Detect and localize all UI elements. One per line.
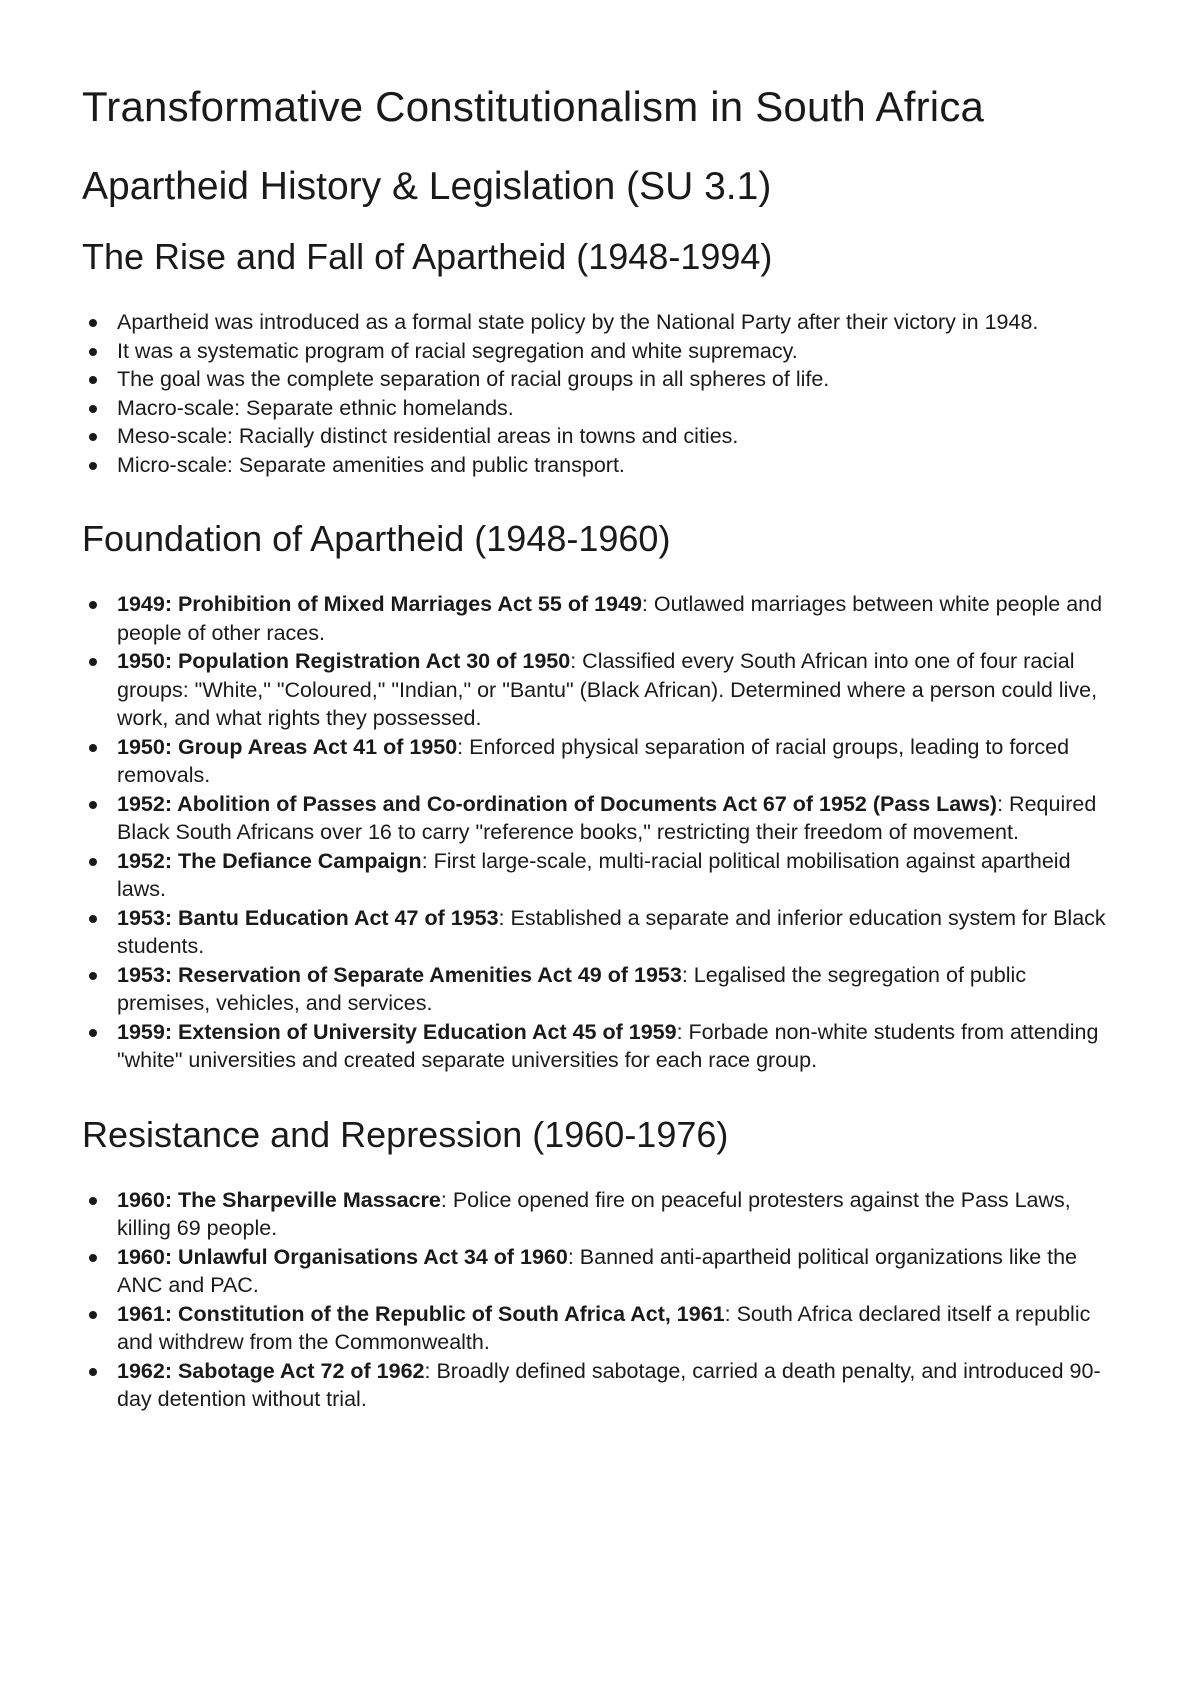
list-item xyxy=(117,590,1122,647)
bullet-icon xyxy=(89,601,97,609)
unit-heading: Apartheid History & Legislation (SU 3.1) xyxy=(82,165,772,208)
list-item xyxy=(117,394,1122,423)
list-item xyxy=(117,1243,1122,1300)
item-text: Meso-scale: Racially distinct residential areas in towns and cities. xyxy=(117,424,739,448)
item-lead: 1960: The Sharpeville Massacre xyxy=(117,1187,441,1212)
section-heading-foundation: Foundation of Apartheid (1948-1960) xyxy=(82,518,671,559)
item-text: : Broadly defined sabotage, carried a death penalty, and introduced 90-day detention without trial. xyxy=(117,1358,1101,1411)
section-heading-rise-and-fall: The Rise and Fall of Apartheid (1948-1994) xyxy=(82,236,773,277)
item-text: : Classified every South African into one of four racial groups: "White," "Coloured," "Indian," or "Bantu" (Black African). Determined where a person could live, work, and what rights they possessed. xyxy=(117,649,1098,730)
item-text: : Outlawed marriages between white people and people of other races. xyxy=(117,592,1103,645)
item-lead: 1952: The Defiance Campaign xyxy=(117,848,422,873)
list-item xyxy=(117,1018,1122,1075)
bullet-icon xyxy=(89,744,97,752)
item-lead: 1953: Bantu Education Act 47 of 1953 xyxy=(117,905,499,930)
bullet-icon xyxy=(89,658,97,666)
list-item xyxy=(117,308,1122,337)
item-text: Apartheid was introduced as a formal state policy by the National Party after their victory in 1948. xyxy=(117,310,1039,334)
item-lead: 1961: Constitution of the Republic of South Africa Act, 1961 xyxy=(117,1301,725,1326)
item-text: : South Africa declared itself a republic and withdrew from the Commonwealth. xyxy=(117,1301,1091,1354)
list-item xyxy=(117,365,1122,394)
item-lead: 1953: Reservation of Separate Amenities Act 49 of 1953 xyxy=(117,962,682,987)
list-item xyxy=(117,1186,1122,1243)
item-text: : First large-scale, multi-racial political mobilisation against apartheid laws. xyxy=(117,848,1071,901)
bullet-icon xyxy=(89,858,97,866)
list-item xyxy=(117,337,1122,366)
list-item xyxy=(117,1357,1122,1414)
bullet-icon xyxy=(89,1197,97,1205)
list-item xyxy=(117,904,1122,961)
item-lead: 1949: Prohibition of Mixed Marriages Act 55 of 1949 xyxy=(117,592,642,616)
bullet-icon xyxy=(89,376,97,384)
item-text: : Established a separate and inferior education system for Black students. xyxy=(117,905,1106,958)
list-item xyxy=(117,961,1122,1018)
item-text: : Enforced physical separation of racial groups, leading to forced removals. xyxy=(117,734,1070,787)
bullet-icon xyxy=(89,348,97,356)
item-text: : Forbade non-white students from attending "white" universities and created separate universities for each race group. xyxy=(117,1019,1099,1072)
item-text: The goal was the complete separation of racial groups in all spheres of life. xyxy=(117,367,830,391)
bullet-icon xyxy=(89,915,97,923)
item-text: It was a systematic program of racial segregation and white supremacy. xyxy=(117,338,798,363)
item-text: : Legalised the segregation of public premises, vehicles, and services. xyxy=(117,962,1027,1015)
list-item xyxy=(117,733,1122,790)
item-text: : Required Black South Africans over 16 to carry "reference books," restricting their freedom of movement. xyxy=(117,791,1097,844)
list-item xyxy=(117,847,1122,904)
section-list-foundation xyxy=(82,590,1122,1075)
item-text: Macro-scale: Separate ethnic homelands. xyxy=(117,395,514,420)
section-list-rise-and-fall xyxy=(82,308,1122,479)
document-page xyxy=(82,78,1122,1414)
item-lead: 1952: Abolition of Passes and Co-ordination of Documents Act 67 of 1952 (Pass Laws) xyxy=(117,791,998,816)
item-lead: 1959: Extension of University Education Act 45 of 1959 xyxy=(117,1019,677,1044)
bullet-icon xyxy=(89,319,97,327)
list-item xyxy=(117,422,1122,451)
item-lead: 1962: Sabotage Act 72 of 1962 xyxy=(117,1358,425,1383)
item-lead: 1950: Group Areas Act 41 of 1950 xyxy=(117,734,458,759)
list-item xyxy=(117,1300,1122,1357)
item-text: Micro-scale: Separate amenities and public transport. xyxy=(117,452,625,477)
item-lead: 1960: Unlawful Organisations Act 34 of 1960 xyxy=(117,1244,568,1269)
list-item xyxy=(117,451,1122,480)
bullet-icon xyxy=(89,405,97,413)
item-text: : Banned anti-apartheid political organizations like the ANC and PAC. xyxy=(117,1244,1078,1297)
item-text: : Police opened fire on peaceful protesters against the Pass Laws, killing 69 people. xyxy=(117,1187,1071,1240)
bullet-icon xyxy=(89,801,97,809)
bullet-icon xyxy=(89,433,97,441)
bullet-icon xyxy=(89,972,97,980)
item-lead: 1950: Population Registration Act 30 of 1950 xyxy=(117,649,571,673)
list-item xyxy=(117,790,1122,847)
bullet-icon xyxy=(89,462,97,470)
section-list-resistance xyxy=(82,1186,1122,1414)
list-item xyxy=(117,647,1122,733)
bullet-icon xyxy=(89,1311,97,1319)
section-heading-resistance: Resistance and Repression (1960-1976) xyxy=(82,1113,729,1155)
bullet-icon xyxy=(89,1254,97,1262)
bullet-icon xyxy=(89,1368,97,1376)
bullet-icon xyxy=(89,1029,97,1037)
document-title: Transformative Constitutionalism in South Africa xyxy=(82,83,985,130)
